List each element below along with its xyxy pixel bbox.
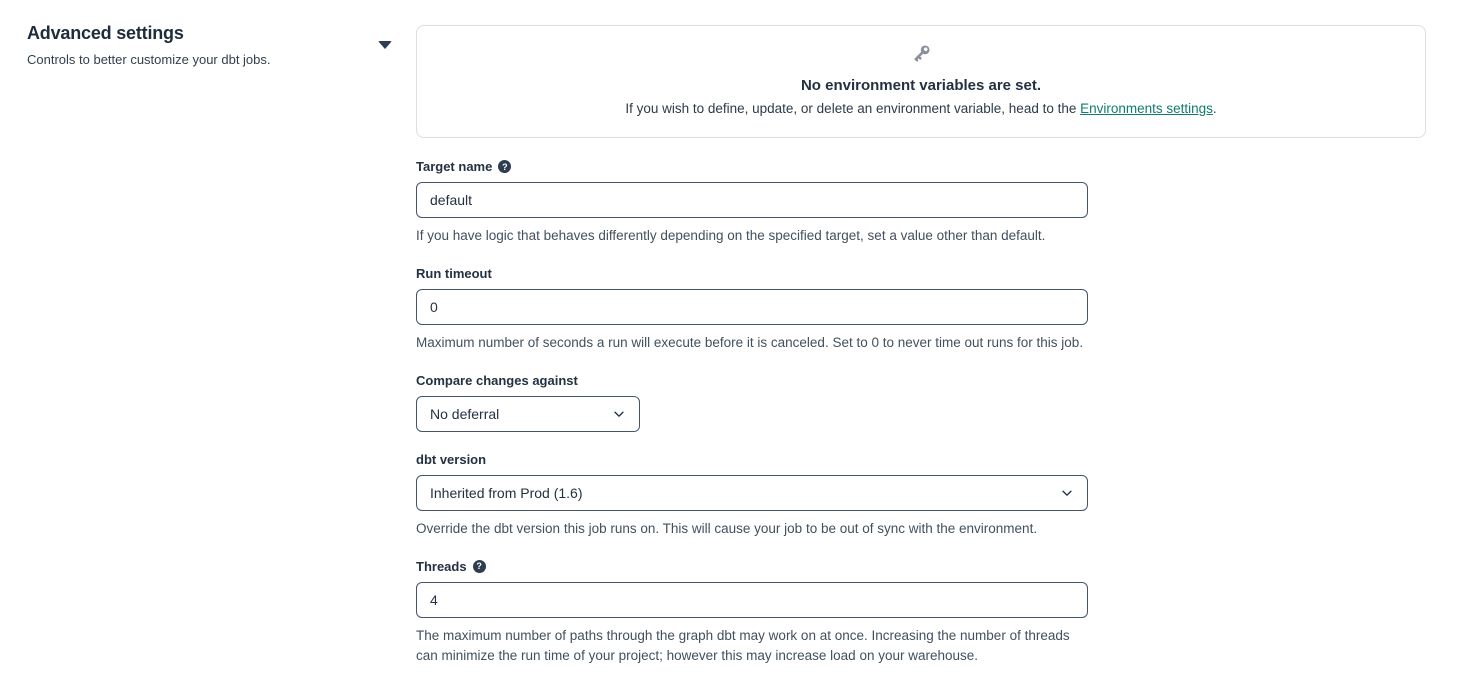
env-banner-message (437, 101, 1405, 116)
env-variables-banner (416, 25, 1426, 138)
compare-changes-label: Compare changes against (416, 372, 578, 388)
help-icon[interactable]: ? (473, 560, 486, 573)
settings-content (416, 0, 1458, 686)
section-header-text (27, 23, 271, 67)
env-banner-title: No environment variables are set. (800, 77, 1042, 94)
dbt-version-select[interactable] (416, 475, 1088, 511)
dbt-version-label: dbt version (416, 451, 487, 467)
help-icon[interactable]: ? (498, 160, 511, 173)
run-timeout-input[interactable] (416, 289, 1088, 325)
field-run-timeout (416, 266, 1088, 353)
page-title: Advanced settings (27, 23, 184, 43)
threads-helper: The maximum number of paths through the graph dbt may work on at once. Increasing the number of threads can minimize the run time of your project; however this may increase load on your warehouse. (416, 627, 1070, 663)
env-banner-message-prefix: If you wish to define, update, or delete an environment variable, head to the (625, 101, 1081, 116)
target-name-helper: If you have logic that behaves differently depending on the specified target, set a value other than default. (416, 228, 1046, 243)
section-header (0, 0, 416, 686)
page-subtitle: Controls to better customize your dbt jobs. (27, 52, 271, 67)
field-dbt-version (416, 452, 1088, 539)
advanced-settings-form (416, 159, 1088, 666)
target-name-input[interactable] (416, 182, 1088, 218)
compare-changes-value: No deferral (430, 405, 500, 422)
target-name-label: Target name (416, 159, 493, 174)
dbt-version-value: Inherited from Prod (1.6) (430, 484, 583, 501)
threads-label: Threads (416, 558, 467, 574)
threads-input[interactable] (416, 582, 1088, 618)
field-threads (416, 559, 1088, 666)
field-compare-changes (416, 373, 1088, 432)
compare-changes-select[interactable] (416, 396, 640, 432)
chevron-down-icon (1060, 486, 1074, 500)
key-icon (910, 43, 932, 65)
environments-settings-link[interactable]: Environments settings (1080, 101, 1213, 116)
run-timeout-helper: Maximum number of seconds a run will execute before it is canceled. Set to 0 to never time out runs for this job. (416, 334, 1084, 350)
chevron-down-icon (612, 407, 626, 421)
collapse-caret-icon[interactable] (378, 41, 392, 49)
dbt-version-helper: Override the dbt version this job runs on. This will cause your job to be out of sync with the environment. (416, 520, 1038, 536)
env-banner-message-suffix: . (1212, 101, 1217, 116)
run-timeout-label: Run timeout (416, 265, 492, 281)
field-target-name (416, 159, 1088, 246)
